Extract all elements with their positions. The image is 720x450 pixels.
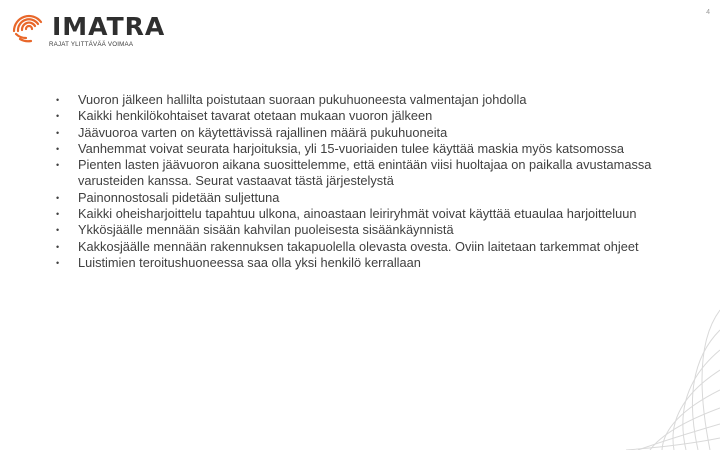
bullet-text: Jäävuoroa varten on käytettävissä rajallinen määrä pukuhuoneita: [78, 124, 448, 140]
bullet-dot: •: [56, 225, 60, 236]
bullet-item: [56, 125, 656, 141]
bullet-item: [56, 222, 656, 238]
page-number: 4: [706, 9, 710, 16]
bullet-item: [56, 255, 656, 271]
logo-wordmark: IMATRA: [52, 12, 166, 41]
bullet-text: Ykkösjäälle mennään sisään kahvilan puoleisesta sisäänkäynnistä: [78, 222, 454, 238]
bullet-dot: •: [56, 143, 60, 154]
bullet-dot: •: [56, 209, 60, 220]
logo-tagline: RAJAT YLITTÄVÄÄ VOIMAA: [49, 41, 134, 48]
bullet-dot: •: [56, 241, 60, 252]
bullet-text: Kaikki oheisharjoittelu tapahtuu ulkona, ainoastaan leiriryhmät voivat käyttää etuaulaa harjoitteluun: [78, 206, 637, 222]
bullet-text: Luistimien teroitushuoneessa saa olla yksi henkilö kerrallaan: [78, 254, 421, 270]
bullet-list: [56, 92, 656, 271]
imatra-swirl-icon: [12, 12, 46, 46]
bullet-dot: •: [56, 95, 60, 105]
bullet-item: [56, 92, 656, 108]
bullet-dot: •: [56, 127, 60, 138]
bullet-text: Vuoron jälkeen hallilta poistutaan suoraan pukuhuoneesta valmentajan johdolla: [78, 92, 527, 107]
bullet-item: [56, 206, 656, 222]
bullet-text: Painonnostosali pidetään suljettuna: [78, 189, 280, 205]
bullet-dot: •: [56, 160, 60, 171]
bullet-text: Kaikki henkilökohtaiset tavarat otetaan mukaan vuoron jälkeen: [78, 108, 433, 124]
bullet-item: [56, 190, 656, 206]
imatra-logo: [12, 12, 166, 52]
bullet-dot: •: [56, 192, 60, 203]
bullet-text: Vanhemmat voivat seurata harjoituksia, yli 15-vuoriaiden tulee käyttää maskia myös katsomossa: [78, 140, 625, 156]
bullet-text: Pienten lasten jäävuoron aikana suosittelemme, että enintään viisi huoltajaa on paikalla avustamassa varusteiden kanssa. Seurat vastaavat tästä järjestelystä: [78, 157, 652, 189]
corner-wave-decoration: [580, 290, 720, 450]
bullet-item: [56, 141, 656, 157]
bullet-dot: •: [56, 257, 60, 268]
bullet-item: [56, 108, 656, 124]
bullet-item: [56, 157, 656, 190]
bullet-dot: •: [56, 111, 60, 122]
bullet-text: Kakkosjäälle mennään rakennuksen takapuolella olevasta ovesta. Oviin laitetaan tarkemmat ohjeet: [78, 238, 639, 254]
bullet-item: [56, 239, 656, 255]
